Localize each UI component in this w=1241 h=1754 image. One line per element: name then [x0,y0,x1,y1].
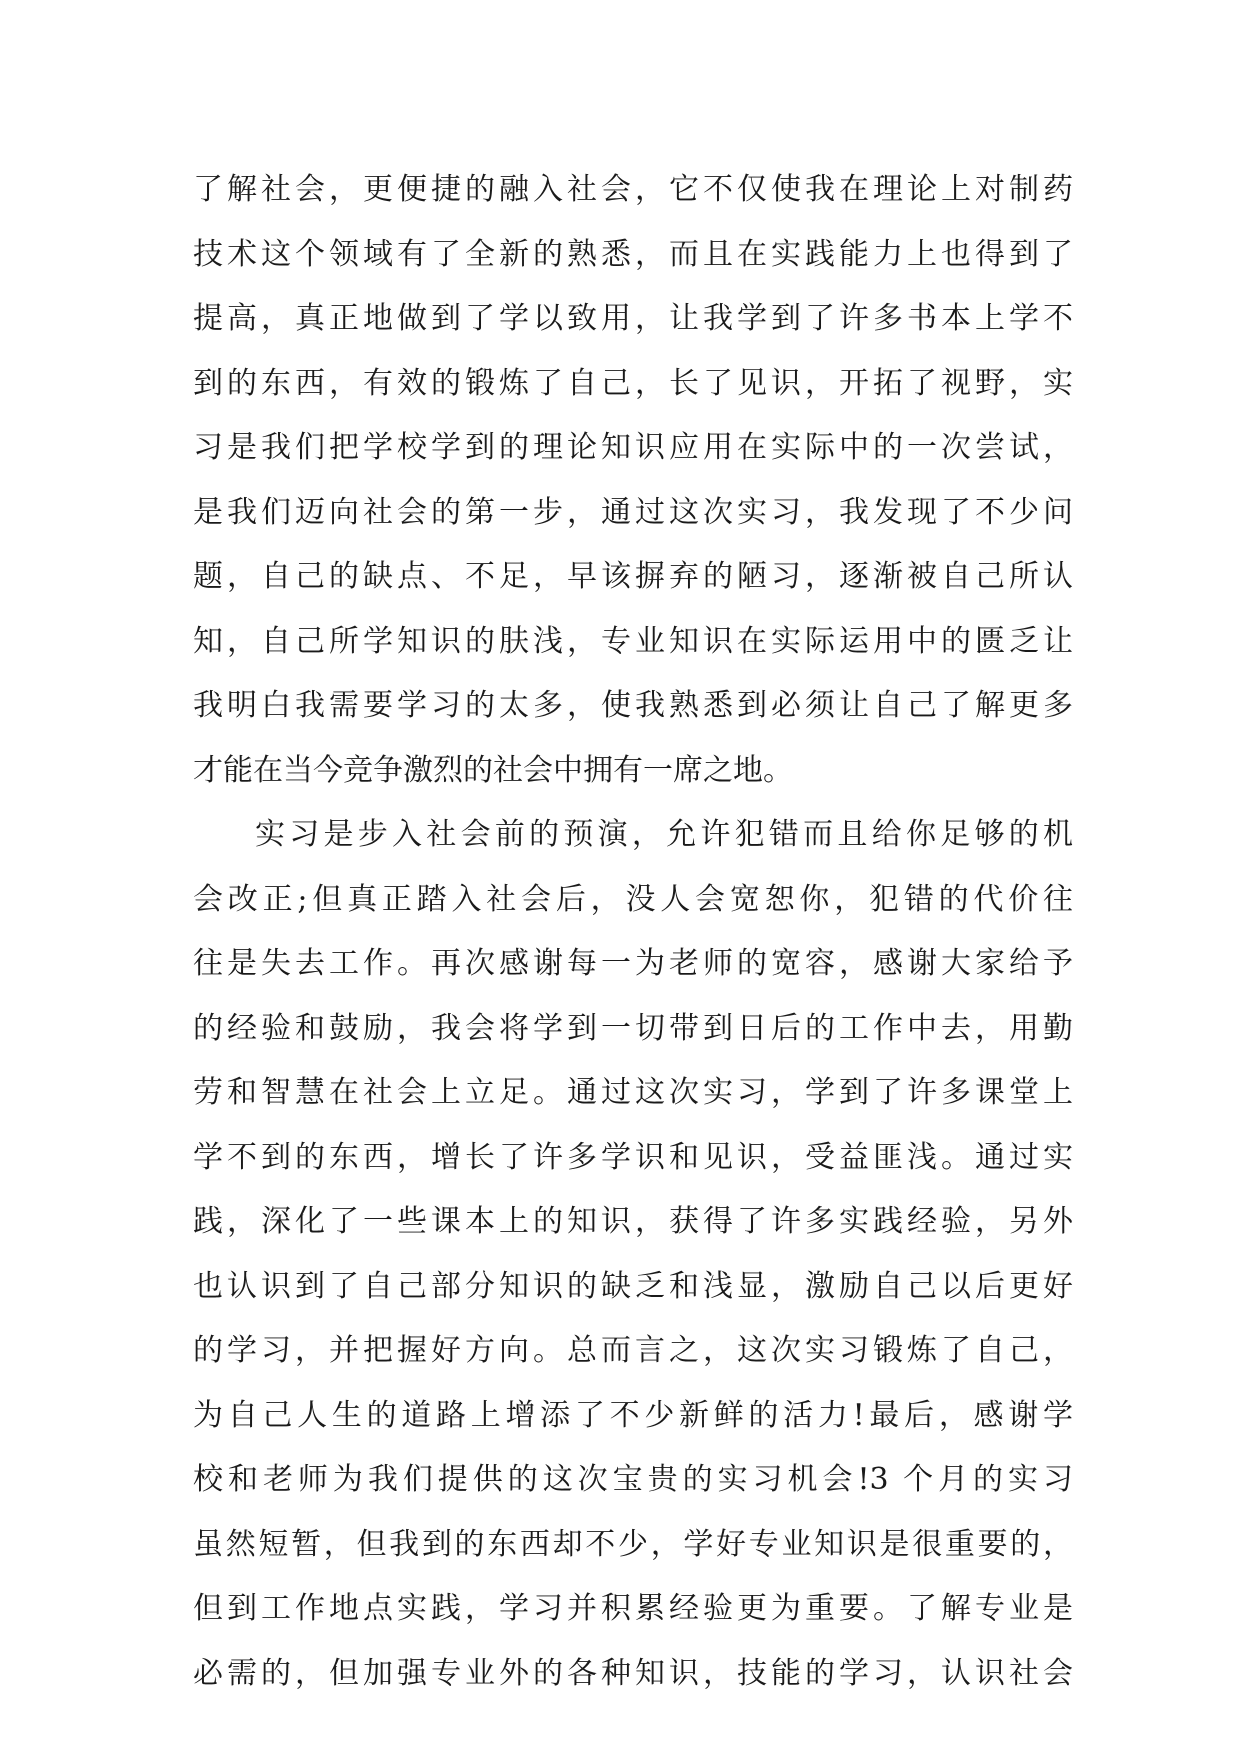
text-line: 题，自己的缺点、不足，早该摒弃的陋习，逐渐被自己所认 [193,559,1073,594]
text-line: 会改正;但真正踏入社会后，没人会宽恕你，犯错的代价往 [193,881,1073,917]
text-line: 的经验和鼓励，我会将学到一切带到日后的工作中去，用勤 [193,1010,1073,1046]
text-line: 我明白我需要学习的太多，使我熟悉到必须让自己了解更多 [193,688,1073,723]
text-line: 校和老师为我们提供的这次宝贵的实习机会!3 个月的实习 [193,1462,1073,1497]
text-line: 了解社会，更便捷的融入社会，它不仅使我在理论上对制药 [193,172,1073,207]
text-line: 才能在当今竞争激烈的社会中拥有一席之地。 [193,752,793,788]
text-line: 知，自己所学知识的肤浅，专业知识在实际运用中的匮乏让 [193,623,1073,659]
text-line: 技术这个领域有了全新的熟悉，而且在实践能力上也得到了 [193,236,1073,272]
text-line: 到的东西，有效的锻炼了自己，长了见识，开拓了视野，实 [193,365,1073,401]
body-text [193,158,1073,1706]
text-line: 习是我们把学校学到的理论知识应用在实际中的一次尝试， [193,430,1073,465]
text-line: 是我们迈向社会的第一步，通过这次实习，我发现了不少问 [193,494,1073,530]
text-line: 劳和智慧在社会上立足。通过这次实习，学到了许多课堂上 [193,1075,1073,1110]
text-line: 践，深化了一些课本上的知识，获得了许多实践经验，另外 [193,1204,1073,1239]
text-line: 必需的，但加强专业外的各种知识，技能的学习，认识社会 [193,1655,1073,1691]
text-line: 也认识到了自己部分知识的缺乏和浅显，激励自己以后更好 [193,1268,1073,1304]
text-line: 但到工作地点实践，学习并积累经验更为重要。了解专业是 [193,1591,1073,1626]
text-line: 虽然短暂，但我到的东西却不少，学好专业知识是很重要的， [193,1526,1073,1562]
text-line: 实习是步入社会前的预演，允许犯错而且给你足够的机 [255,817,1073,852]
text-line: 为自己人生的道路上增添了不少新鲜的活力!最后，感谢学 [193,1397,1073,1433]
text-line: 提高，真正地做到了学以致用，让我学到了许多书本上学不 [193,301,1073,336]
text-line: 的学习，并把握好方向。总而言之，这次实习锻炼了自己， [193,1333,1073,1368]
text-line: 往是失去工作。再次感谢每一为老师的宽容，感谢大家给予 [193,946,1073,981]
text-line: 学不到的东西，增长了许多学识和见识，受益匪浅。通过实 [193,1139,1073,1175]
